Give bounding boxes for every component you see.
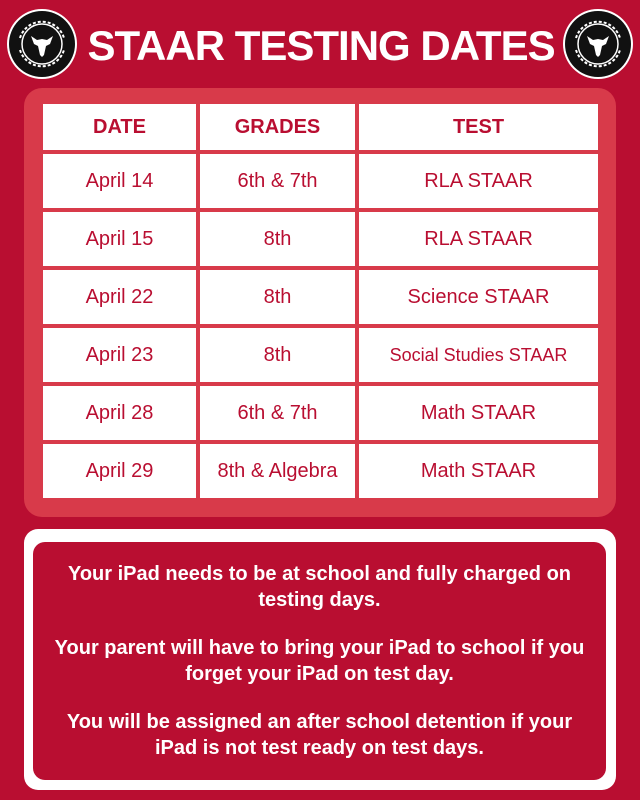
testing-dates-table — [43, 104, 598, 498]
test-cell: RLA STAAR — [359, 154, 598, 208]
test-cell: Math STAAR — [359, 386, 598, 440]
grades-cell: 8th & Algebra — [200, 444, 355, 498]
grades-cell: 8th — [200, 328, 355, 382]
notice-line: Your iPad needs to be at school and fully charged on testing days. — [67, 563, 572, 611]
grades-cell: 8th — [200, 212, 355, 266]
date-cell: April 28 — [43, 386, 196, 440]
grades-cell: 6th & 7th — [200, 386, 355, 440]
test-cell: Science STAAR — [359, 270, 598, 324]
grades-cell: 8th — [200, 270, 355, 324]
title-container — [84, 14, 558, 78]
date-cell: April 22 — [43, 270, 196, 324]
school-logo-left — [6, 8, 78, 80]
test-cell: Social Studies STAAR — [359, 328, 598, 382]
notice-line: Your parent will have to bring your iPad to school if you forget your iPad on test day. — [54, 637, 585, 685]
notice-box — [33, 542, 606, 780]
column-header-grades: GRADES — [200, 104, 355, 150]
column-header-date: DATE — [43, 104, 196, 150]
notice-line: You will be assigned an after school detention if your iPad is not test ready on test days. — [66, 711, 573, 759]
page-title: STAAR TESTING DATES — [87, 22, 555, 69]
school-logo-right — [562, 8, 634, 80]
date-cell: April 15 — [43, 212, 196, 266]
date-cell: April 23 — [43, 328, 196, 382]
test-cell: RLA STAAR — [359, 212, 598, 266]
date-cell: April 14 — [43, 154, 196, 208]
test-cell: Math STAAR — [359, 444, 598, 498]
date-cell: April 29 — [43, 444, 196, 498]
column-header-test: TEST — [359, 104, 598, 150]
grades-cell: 6th & 7th — [200, 154, 355, 208]
